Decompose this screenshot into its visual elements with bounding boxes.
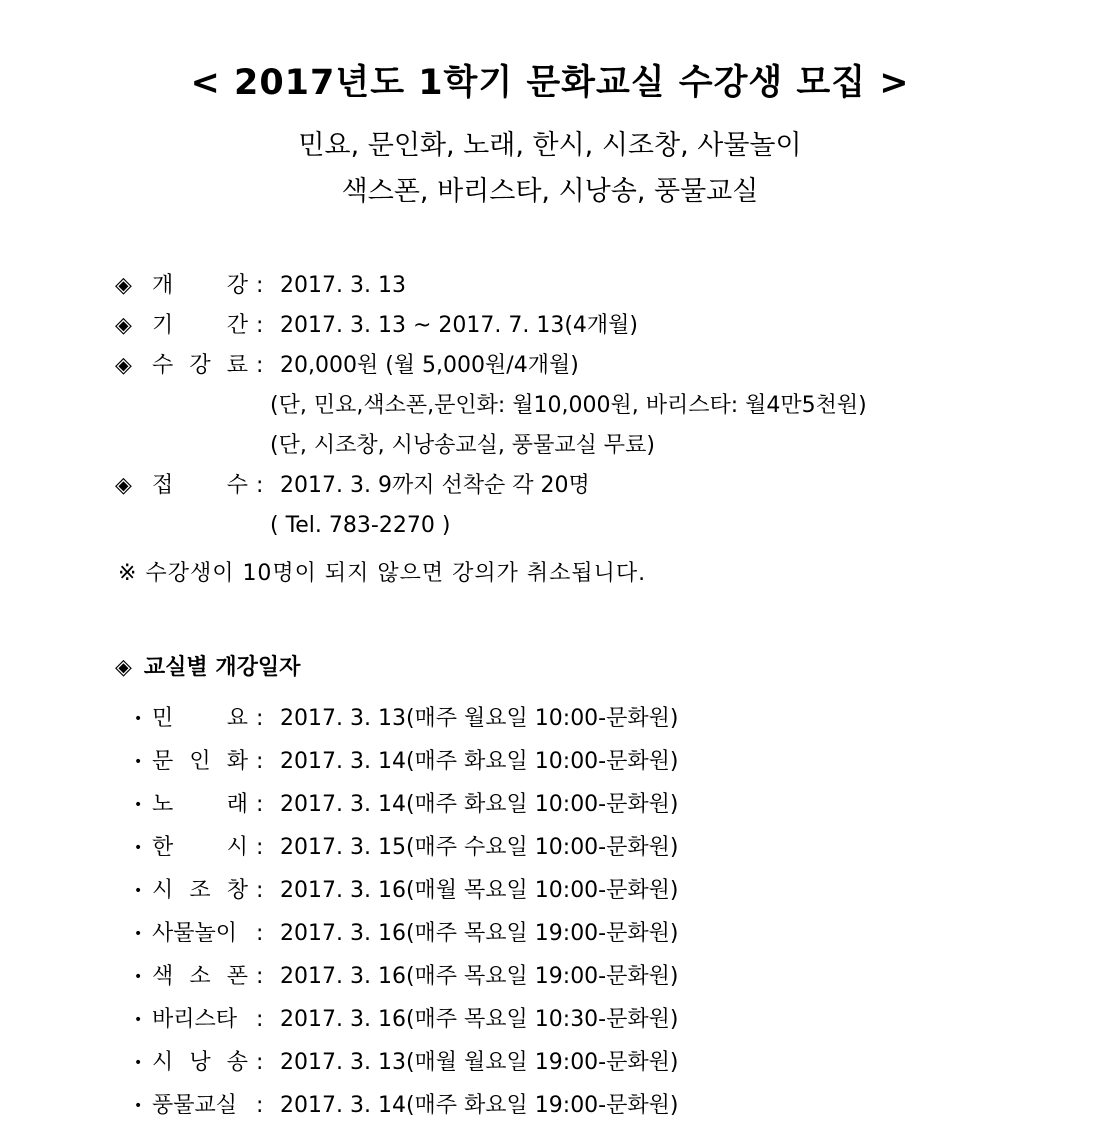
colon: : bbox=[256, 964, 264, 989]
class-label: 한 시 bbox=[152, 835, 248, 860]
colon: : bbox=[256, 473, 264, 498]
class-label: 민 요 bbox=[152, 706, 248, 731]
diamond-icon: ◈ bbox=[115, 313, 132, 338]
class-label: 사물놀이 bbox=[152, 921, 238, 946]
colon: : bbox=[256, 706, 264, 731]
bullet-icon: • bbox=[134, 711, 143, 727]
colon: : bbox=[256, 835, 264, 860]
diamond-icon: ◈ bbox=[115, 473, 132, 498]
class-schedule: 2017. 3. 16(매주 목요일 10:30-문화원) bbox=[280, 1007, 679, 1032]
class-schedule: 2017. 3. 16(매월 목요일 10:00-문화원) bbox=[280, 878, 679, 903]
class-label: 시 조 창 bbox=[152, 878, 248, 903]
class-schedule: 2017. 3. 16(매주 목요일 19:00-문화원) bbox=[280, 921, 679, 946]
bullet-icon: • bbox=[134, 926, 143, 942]
info-label: 수 강 료 bbox=[152, 353, 248, 378]
class-schedule: 2017. 3. 14(매주 화요일 19:00-문화원) bbox=[280, 1093, 679, 1118]
colon: : bbox=[256, 792, 264, 817]
colon: : bbox=[256, 1050, 264, 1075]
class-schedule: 2017. 3. 13(매월 월요일 19:00-문화원) bbox=[280, 1050, 679, 1075]
subtitle-line-1: 민요, 문인화, 노래, 한시, 시조창, 사물놀이 bbox=[298, 130, 802, 161]
class-schedule: 2017. 3. 14(매주 화요일 10:00-문화원) bbox=[280, 749, 679, 774]
colon: : bbox=[256, 353, 264, 378]
class-label: 시 낭 송 bbox=[152, 1050, 248, 1075]
class-schedule: 2017. 3. 14(매주 화요일 10:00-문화원) bbox=[280, 792, 679, 817]
bullet-icon: • bbox=[134, 1055, 143, 1071]
subtitle-line-2: 색스폰, 바리스타, 시낭송, 풍물교실 bbox=[341, 176, 759, 207]
bullet-icon: • bbox=[134, 797, 143, 813]
info-value: 20,000원 (월 5,000원/4개월) bbox=[280, 353, 579, 378]
colon: : bbox=[256, 749, 264, 774]
class-schedule: 2017. 3. 13(매주 월요일 10:00-문화원) bbox=[280, 706, 679, 731]
diamond-icon: ◈ bbox=[115, 273, 132, 298]
fee-note-2: (단, 시조창, 시낭송교실, 풍물교실 무료) bbox=[270, 433, 655, 458]
info-value: 2017. 3. 13 bbox=[280, 273, 406, 298]
page-title: < 2017년도 1학기 문화교실 수강생 모집 > bbox=[190, 63, 910, 103]
info-label: 기 간 bbox=[152, 313, 248, 338]
colon: : bbox=[256, 878, 264, 903]
schedule-heading bbox=[115, 652, 300, 684]
reference-mark-icon: ※ bbox=[118, 561, 138, 586]
cancellation-notice bbox=[118, 558, 646, 590]
bullet-icon: • bbox=[134, 883, 143, 899]
schedule-heading-text: 교실별 개강일자 bbox=[143, 655, 301, 680]
class-label: 바리스타 bbox=[152, 1007, 238, 1032]
info-value: 2017. 3. 9까지 선착순 각 20명 bbox=[280, 473, 590, 498]
fee-note-1: (단, 민요,색소폰,문인화: 월10,000원, 바리스타: 월4만5천원) bbox=[270, 393, 867, 418]
diamond-icon: ◈ bbox=[115, 655, 132, 680]
info-label: 개 강 bbox=[152, 273, 248, 298]
colon: : bbox=[256, 313, 264, 338]
class-label: 색 소 폰 bbox=[152, 964, 248, 989]
bullet-icon: • bbox=[134, 840, 143, 856]
class-label: 문 인 화 bbox=[152, 749, 248, 774]
bullet-icon: • bbox=[134, 1098, 143, 1114]
phone-number: ( Tel. 783-2270 ) bbox=[270, 513, 451, 538]
bullet-icon: • bbox=[134, 754, 143, 770]
notice-text: 수강생이 10명이 되지 않으면 강의가 취소됩니다. bbox=[145, 561, 647, 586]
colon: : bbox=[256, 921, 264, 946]
bullet-icon: • bbox=[134, 969, 143, 985]
info-label: 접 수 bbox=[152, 473, 248, 498]
colon: : bbox=[256, 1007, 264, 1032]
bullet-icon: • bbox=[134, 1012, 143, 1028]
class-label: 노 래 bbox=[152, 792, 248, 817]
colon: : bbox=[256, 1093, 264, 1118]
class-schedule: 2017. 3. 15(매주 수요일 10:00-문화원) bbox=[280, 835, 679, 860]
diamond-icon: ◈ bbox=[115, 353, 132, 378]
colon: : bbox=[256, 273, 264, 298]
class-schedule: 2017. 3. 16(매주 목요일 19:00-문화원) bbox=[280, 964, 679, 989]
class-label: 풍물교실 bbox=[152, 1093, 238, 1118]
info-value: 2017. 3. 13 ~ 2017. 7. 13(4개월) bbox=[280, 313, 638, 338]
